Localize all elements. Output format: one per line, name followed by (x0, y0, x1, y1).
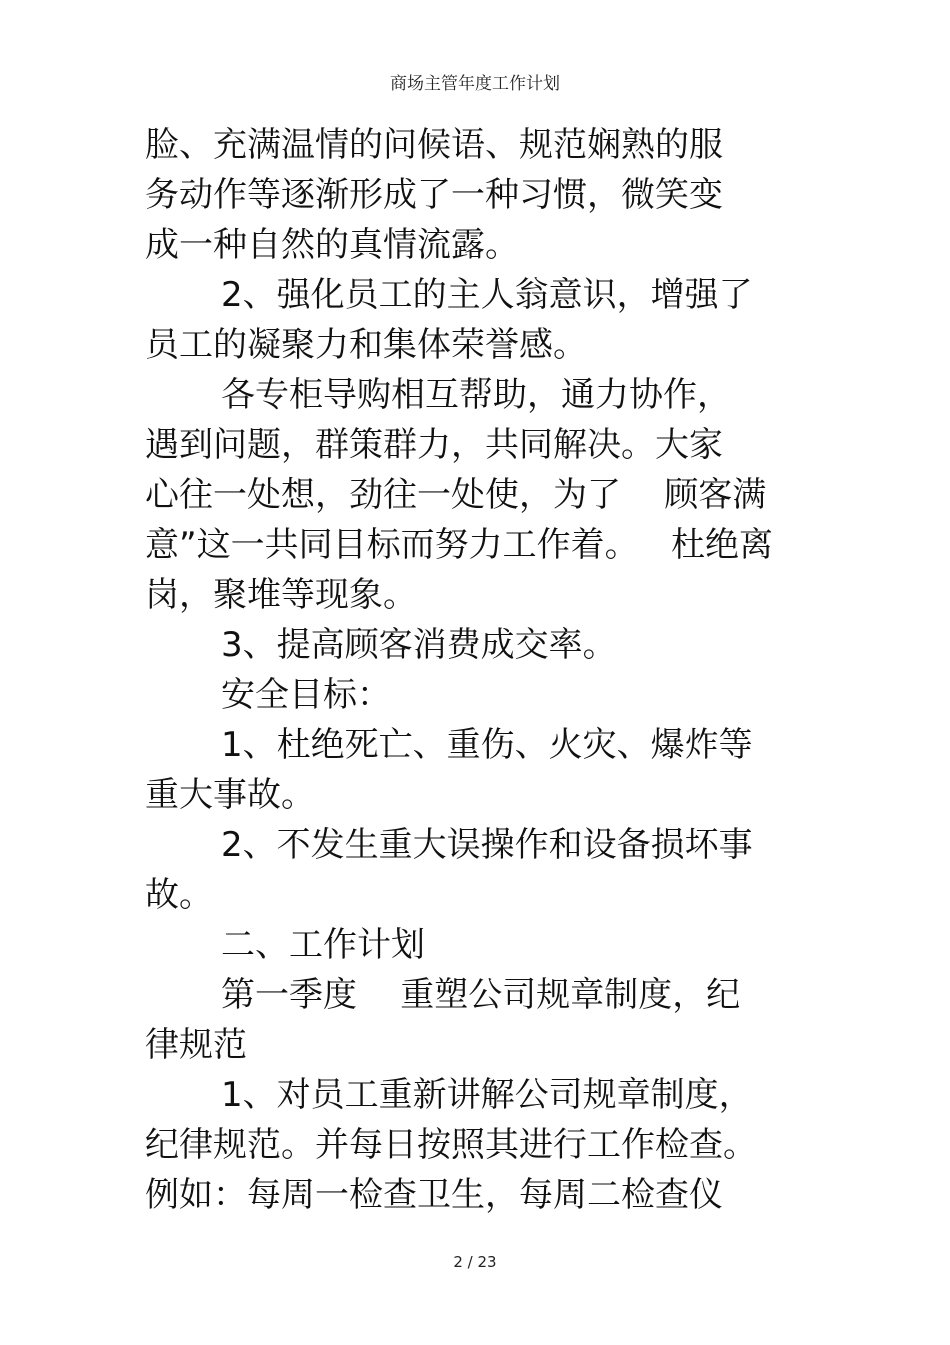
text-line: 2、不发生重大误操作和设备损坏事 (221, 825, 753, 865)
text-line: 3、提高顾客消费成交率。 (221, 625, 617, 665)
text-line: 第一季度 重塑公司规章制度，纪 (221, 975, 741, 1015)
text-line: 纪律规范。并每日按照其进行工作检查。 (145, 1125, 757, 1165)
text-line: 各专柜导购相互帮助，通力协作， (221, 375, 731, 415)
text-line: 岗，聚堆等现象。 (145, 575, 417, 615)
page-header-title: 商场主管年度工作计划 (390, 74, 560, 94)
text-line: 重大事故。 (145, 775, 315, 815)
text-line: 成一种自然的真情流露。 (145, 225, 519, 265)
text-line: 脸、充满温情的问候语、规范娴熟的服 (145, 125, 723, 165)
text-line: 意”这一共同目标而努力工作着。 杜绝离 (145, 525, 774, 565)
text-line: 二、工作计划 (221, 925, 425, 965)
text-line: 律规范 (145, 1025, 247, 1065)
text-line: 例如：每周一检查卫生，每周二检查仪 (145, 1175, 723, 1215)
text-line: 1、对员工重新讲解公司规章制度， (221, 1075, 753, 1115)
document-body (145, 120, 815, 1220)
text-line: 遇到问题，群策群力，共同解决。大家 (145, 425, 723, 465)
text-line: 安全目标： (221, 675, 391, 715)
text-line: 员工的凝聚力和集体荣誉感。 (145, 325, 587, 365)
text-line: 心往一处想，劲往一处使，为了 顾客满 (145, 475, 767, 515)
text-line: 故。 (145, 875, 213, 915)
page-number: 2 / 23 (453, 1253, 497, 1271)
text-line: 务动作等逐渐形成了一种习惯，微笑变 (145, 175, 723, 215)
text-line: 1、杜绝死亡、重伤、火灾、爆炸等 (221, 725, 753, 765)
text-line: 2、强化员工的主人翁意识，增强了 (221, 275, 753, 315)
